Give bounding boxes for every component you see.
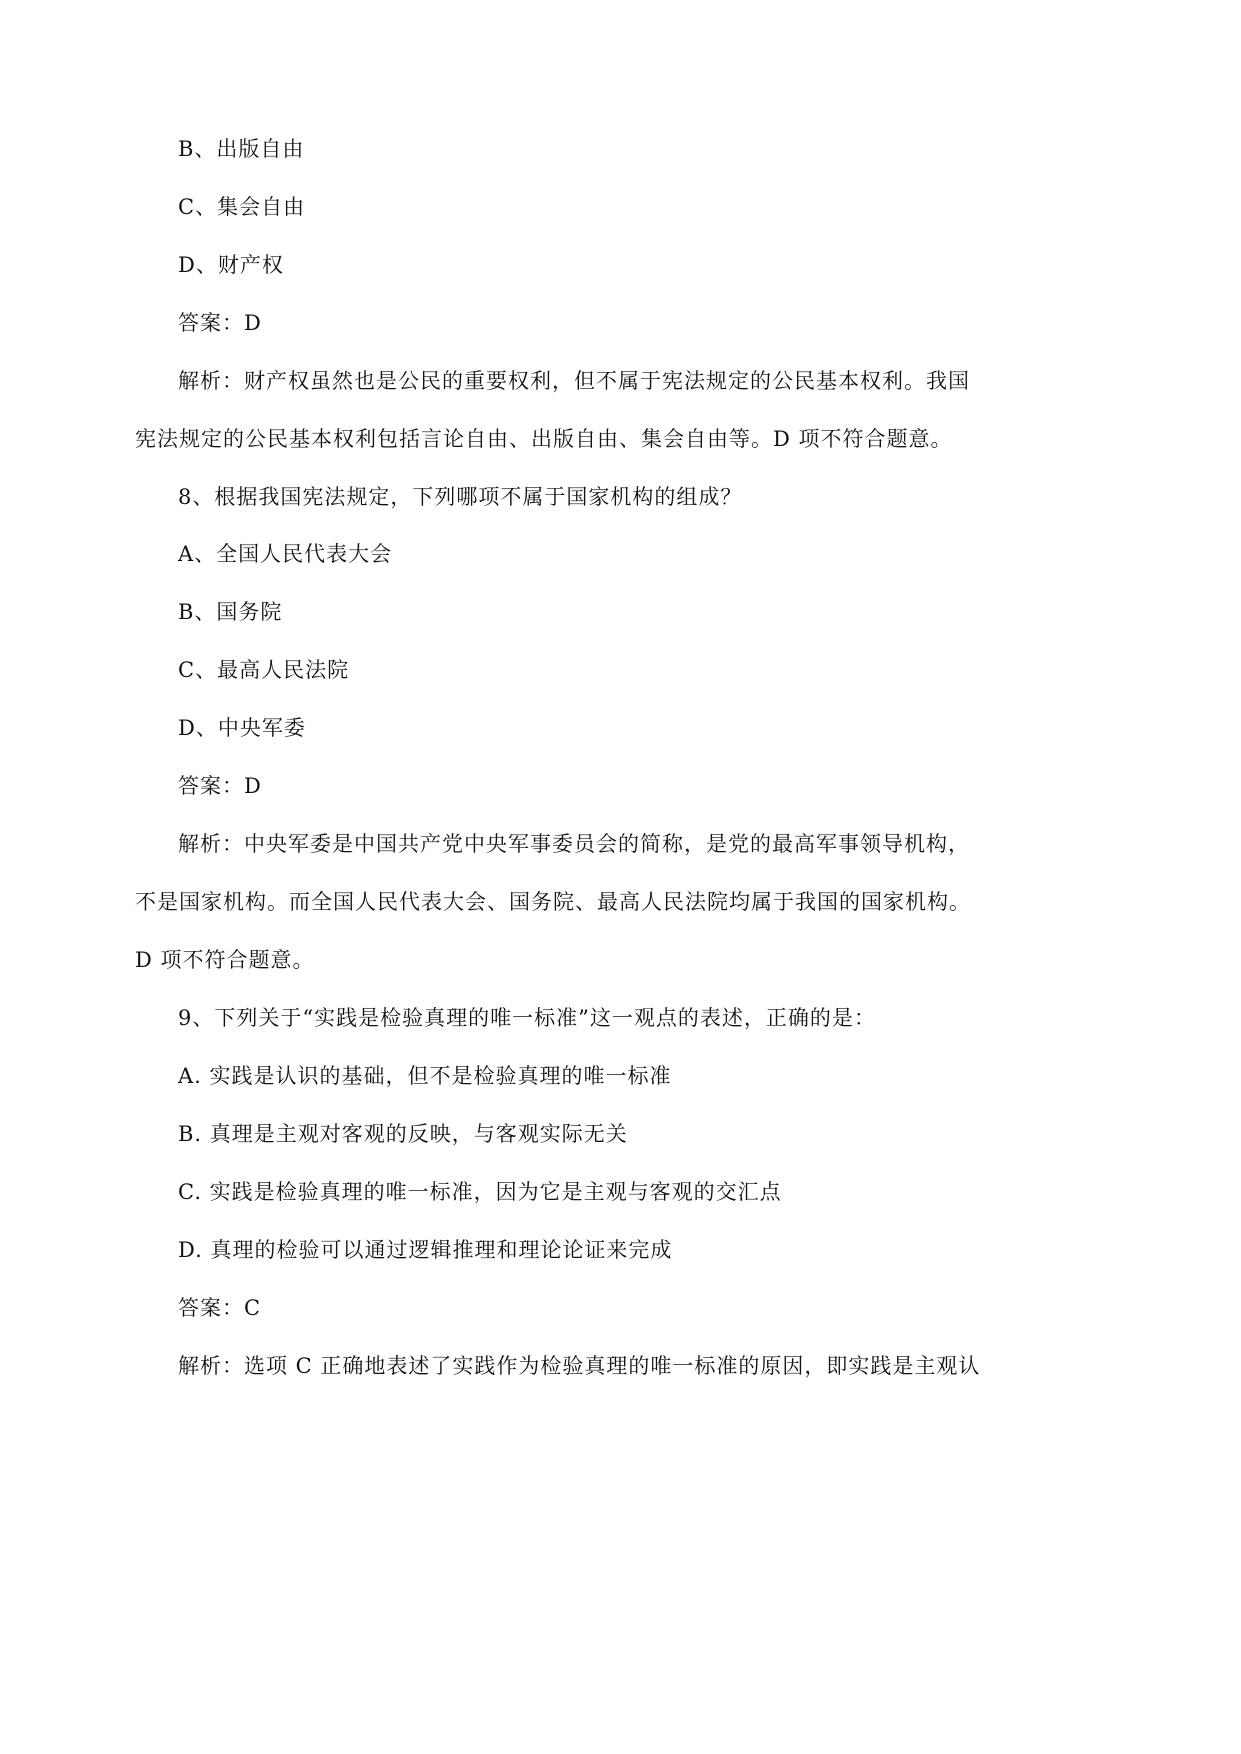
q7-option-b: B、出版自由 [178, 137, 305, 161]
q8-option-c: C、最高人民法院 [178, 658, 350, 682]
q8-option-b: B、国务院 [178, 600, 283, 624]
q9-answer: 答案：C [178, 1296, 262, 1320]
q8-analysis-line-3: D 项不符合题意。 [135, 948, 315, 972]
q8-analysis-line-2: 不是国家机构。而全国人民代表大会、国务院、最高人民法院均属于我国的国家机构。 [135, 890, 971, 914]
q9-option-a: A. 实践是认识的基础，但不是检验真理的唯一标准 [178, 1064, 672, 1088]
q9-option-d: D. 真理的检验可以通过逻辑推理和理论论证来完成 [178, 1238, 673, 1262]
q9-option-c: C. 实践是检验真理的唯一标准，因为它是主观与客观的交汇点 [178, 1180, 782, 1204]
q7-analysis-line-1: 解析：财产权虽然也是公民的重要权利，但不属于宪法规定的公民基本权利。我国 [178, 369, 970, 393]
q8-option-a: A、全国人民代表大会 [178, 542, 393, 566]
q7-answer: 答案：D [178, 311, 262, 335]
q8-question: 8、根据我国宪法规定，下列哪项不属于国家机构的组成？ [178, 485, 743, 509]
q9-question: 9、下列关于“实践是检验真理的唯一标准”这一观点的表述，正确的是： [178, 1006, 876, 1030]
q8-analysis-line-1: 解析：中央军委是中国共产党中央军事委员会的简称，是党的最高军事领导机构， [178, 832, 970, 856]
q9-analysis-line-1: 解析：选项 C 正确地表述了实践作为检验真理的唯一标准的原因，即实践是主观认 [178, 1354, 981, 1378]
q7-analysis-line-2: 宪法规定的公民基本权利包括言论自由、出版自由、集会自由等。D 项不符合题意。 [135, 427, 953, 451]
q7-option-d: D、财产权 [178, 253, 284, 277]
q9-option-b: B. 真理是主观对客观的反映，与客观实际无关 [178, 1122, 628, 1146]
q8-answer: 答案：D [178, 774, 262, 798]
q8-option-d: D、中央军委 [178, 716, 306, 740]
q7-option-c: C、集会自由 [178, 195, 306, 219]
